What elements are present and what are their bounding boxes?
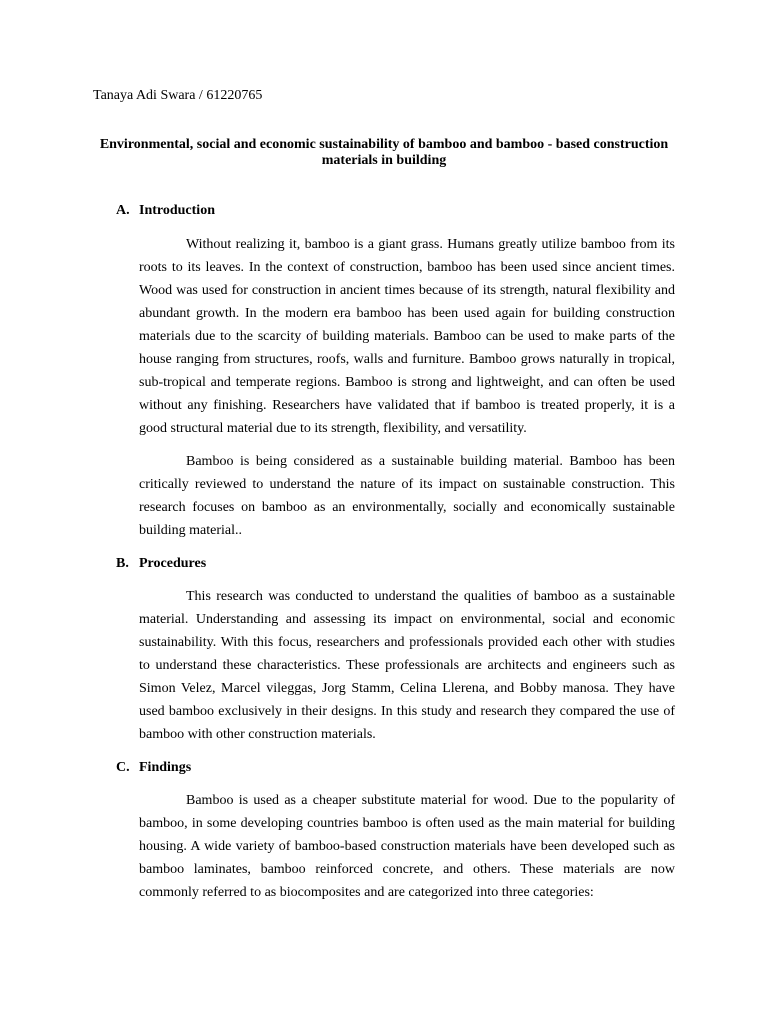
paragraph: Bamboo is being considered as a sustainable building material. Bamboo has been critically reviewed to understand the nature of its impact on sustainable construction. This research focuses on bamboo as an environmentally, socially and economically sustainable building material.. [139,454,675,538]
section-title: Procedures [139,556,207,571]
section-letter: C. [116,760,130,775]
section-title: Findings [139,760,192,775]
section-letter: A. [116,203,130,218]
paragraph: Without realizing it, bamboo is a giant grass. Humans greatly utilize bamboo from its roots to its leaves. In the context of construction, bamboo has been used since ancient times. Wood was used for construction in ancient times because of its strength, natural flexibility and abundant growth. In the modern era bamboo has been used again for building construction materials due to the scarcity of building materials. Bamboo can be used to make parts of the house ranging from structures, roofs, walls and furniture. Bamboo grows naturally in tropical, sub-tropical and temperate regions. Bamboo is strong and lightweight, and can often be used without any finishing. Researchers have validated that if bamboo is treated properly, it is a good structural material due to its strength, flexibility, and versatility. [139,237,675,436]
paragraph: This research was conducted to understand the qualities of bamboo as a sustainable material. Understanding and assessing its impact on environmental, social and economic sustainability. With this focus, researchers and professionals provided each other with studies to understand these characteristics. These professionals are architects and engineers such as Simon Velez, Marcel vileggas, Jorg Stamm, Celina Llerena, and Bobby manosa. They have used bamboo exclusively in their designs. In this study and research they compared the use of bamboo with other construction materials. [139,589,675,742]
section-letter: B. [116,556,129,571]
document-title: Environmental, social and economic sustainability of bamboo and bamboo - based construction materials in building [99,137,669,168]
paragraph: Bamboo is used as a cheaper substitute material for wood. Due to the popularity of bamboo, in some developing countries bamboo is often used as the main material for building housing. A wide variety of bamboo-based construction materials have been developed such as bamboo laminates, bamboo reinforced concrete, and others. These materials are now commonly referred to as biocomposites and are categorized into three categories: [139,793,675,900]
section-title: Introduction [139,203,215,218]
author-line: Tanaya Adi Swara / 61220765 [93,88,263,103]
